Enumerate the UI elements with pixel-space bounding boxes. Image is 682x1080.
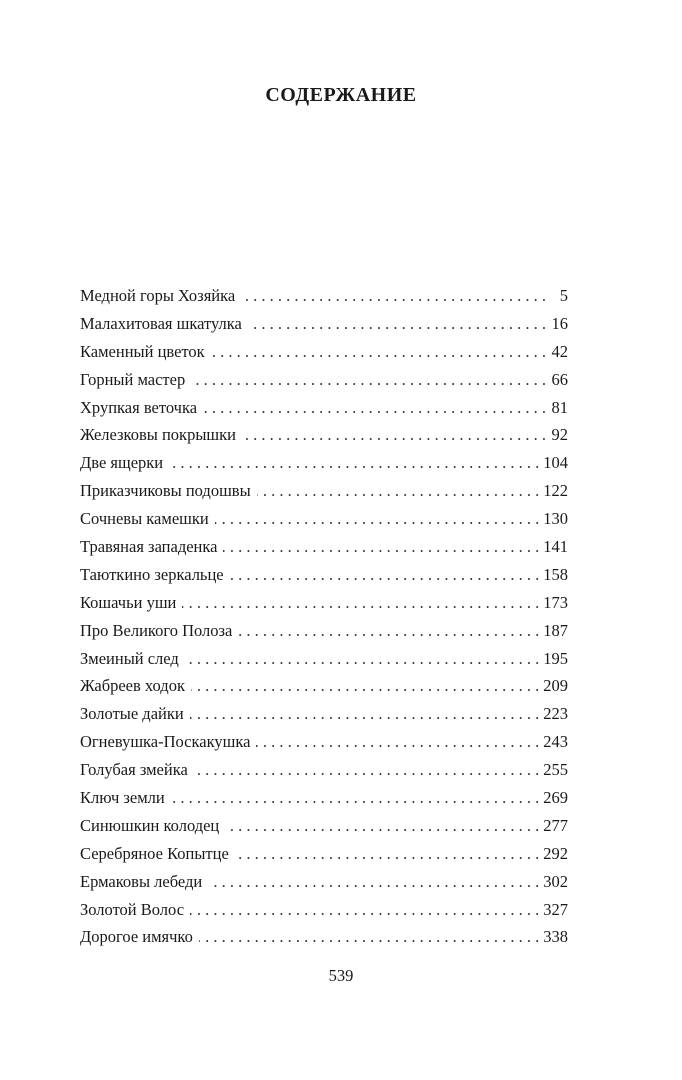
toc-entry-title: Приказчиковы подошвы — [80, 481, 251, 501]
toc-entry-title: Ермаковы лебеди — [80, 871, 203, 891]
toc-entry — [80, 896, 568, 924]
toc-entry-title: Каменный цветок — [80, 341, 205, 361]
toc-entry-title: Голубая змейка — [80, 760, 188, 780]
toc-entry-page: 130 — [543, 509, 568, 529]
toc-entry — [80, 868, 568, 896]
toc-leader-dots — [257, 477, 540, 505]
toc-entry-page: 173 — [543, 592, 568, 612]
toc-entry-title: Медной горы Хозяйка — [80, 286, 236, 305]
toc-entry — [80, 533, 568, 561]
toc-leader-dots — [211, 338, 546, 366]
toc-leader-dots — [182, 589, 539, 617]
toc-leader-dots — [169, 449, 539, 477]
toc-entry — [80, 421, 568, 449]
toc-entry-page: 5 — [559, 286, 568, 305]
toc-entry-title: Хрупкая веточка — [80, 397, 198, 417]
toc-entry-title: Таюткино зеркальце — [80, 564, 224, 584]
toc-entry-page: 195 — [543, 648, 568, 668]
toc-entry — [80, 672, 568, 700]
toc-entry-page: 302 — [543, 871, 568, 891]
toc-leader-dots — [215, 505, 540, 533]
toc-leader-dots — [223, 533, 539, 561]
toc-leader-dots — [241, 282, 546, 310]
toc-entry-page: 255 — [543, 760, 568, 780]
toc-entry — [80, 645, 568, 673]
toc-entry-title: Огневушка-Поскакушка — [80, 732, 251, 752]
toc-leader-dots — [185, 645, 539, 673]
toc-entry-title: Дорогое имячко — [80, 927, 193, 947]
toc-leader-dots — [230, 561, 540, 589]
toc-entry-page: 269 — [543, 788, 568, 808]
page-number: 539 — [328, 966, 354, 985]
toc-leader-dots — [190, 896, 539, 924]
toc-entry-title: Серебряное Копытце — [80, 843, 229, 863]
toc-entry — [80, 617, 568, 645]
toc-entry-page: 16 — [551, 313, 568, 333]
toc-entry — [80, 366, 568, 394]
toc-entry — [80, 700, 568, 728]
toc-entry — [80, 310, 568, 338]
toc-entry — [80, 756, 568, 784]
page-title: СОДЕРЖАНИЕ — [265, 84, 417, 106]
toc-entry-page: 209 — [543, 676, 568, 696]
toc-entry — [80, 784, 568, 812]
toc-entry-title: Жабреев ходок — [80, 676, 185, 696]
toc-entry — [80, 923, 568, 951]
toc-leader-dots — [208, 868, 539, 896]
toc-entry-title: Кошачьи уши — [80, 592, 177, 612]
toc-entry-title: Ключ земли — [80, 788, 165, 808]
toc-entry-page: 223 — [543, 704, 568, 724]
toc-entry-title: Сочневы камешки — [80, 509, 209, 529]
toc-leader-dots — [242, 421, 546, 449]
toc-entry-title: Травяная западенка — [80, 537, 218, 557]
toc-entry-title: Про Великого Полоза — [80, 620, 233, 640]
toc-entry-page: 277 — [543, 815, 568, 835]
toc-entry-page: 243 — [543, 732, 568, 752]
toc-entry-page: 141 — [543, 537, 568, 557]
toc-entry-title: Змеиный след — [80, 648, 179, 668]
toc-entry-page: 92 — [551, 425, 568, 445]
toc-leader-dots — [248, 310, 546, 338]
toc-leader-dots — [190, 700, 540, 728]
toc-entry-title: Золотые дайки — [80, 704, 184, 724]
toc-entry-page: 104 — [543, 453, 568, 473]
toc-entry-page: 81 — [551, 397, 568, 417]
toc-entry-title: Синюшкин колодец — [80, 815, 220, 835]
toc-entry — [80, 505, 568, 533]
toc-entry-page: 158 — [543, 564, 568, 584]
toc-entry-page: 122 — [543, 481, 568, 501]
toc-leader-dots — [238, 617, 539, 645]
toc-leader-dots — [199, 923, 539, 951]
toc-entry-title: Горный мастер — [80, 369, 186, 389]
toc-leader-dots — [194, 756, 539, 784]
toc-entry — [80, 477, 568, 505]
toc-entry-title: Малахитовая шкатулка — [80, 313, 242, 333]
toc-entry — [80, 561, 568, 589]
toc-entry-page: 327 — [543, 899, 568, 919]
toc-entry — [80, 812, 568, 840]
table-of-contents — [80, 282, 568, 951]
toc-leader-dots — [235, 840, 539, 868]
toc-entry — [80, 282, 568, 310]
toc-leader-dots — [171, 784, 540, 812]
toc-entry — [80, 840, 568, 868]
toc-entry — [80, 449, 568, 477]
toc-entry-page: 292 — [543, 843, 568, 863]
toc-entry — [80, 589, 568, 617]
toc-leader-dots — [203, 394, 546, 422]
toc-leader-dots — [191, 366, 546, 394]
toc-entry-title: Золотой Волос — [80, 899, 185, 919]
toc-entry-page: 66 — [551, 369, 568, 389]
toc-leader-dots — [256, 728, 539, 756]
toc-entry — [80, 728, 568, 756]
toc-leader-dots — [225, 812, 539, 840]
toc-entry-page: 187 — [543, 620, 568, 640]
toc-entry-page: 338 — [543, 927, 568, 947]
toc-entry-title: Две ящерки — [80, 453, 164, 473]
toc-leader-dots — [191, 672, 539, 700]
toc-entry-page: 42 — [551, 341, 568, 361]
toc-entry — [80, 338, 568, 366]
toc-entry-title: Железковы покрышки — [80, 425, 236, 445]
toc-entry — [80, 394, 568, 422]
